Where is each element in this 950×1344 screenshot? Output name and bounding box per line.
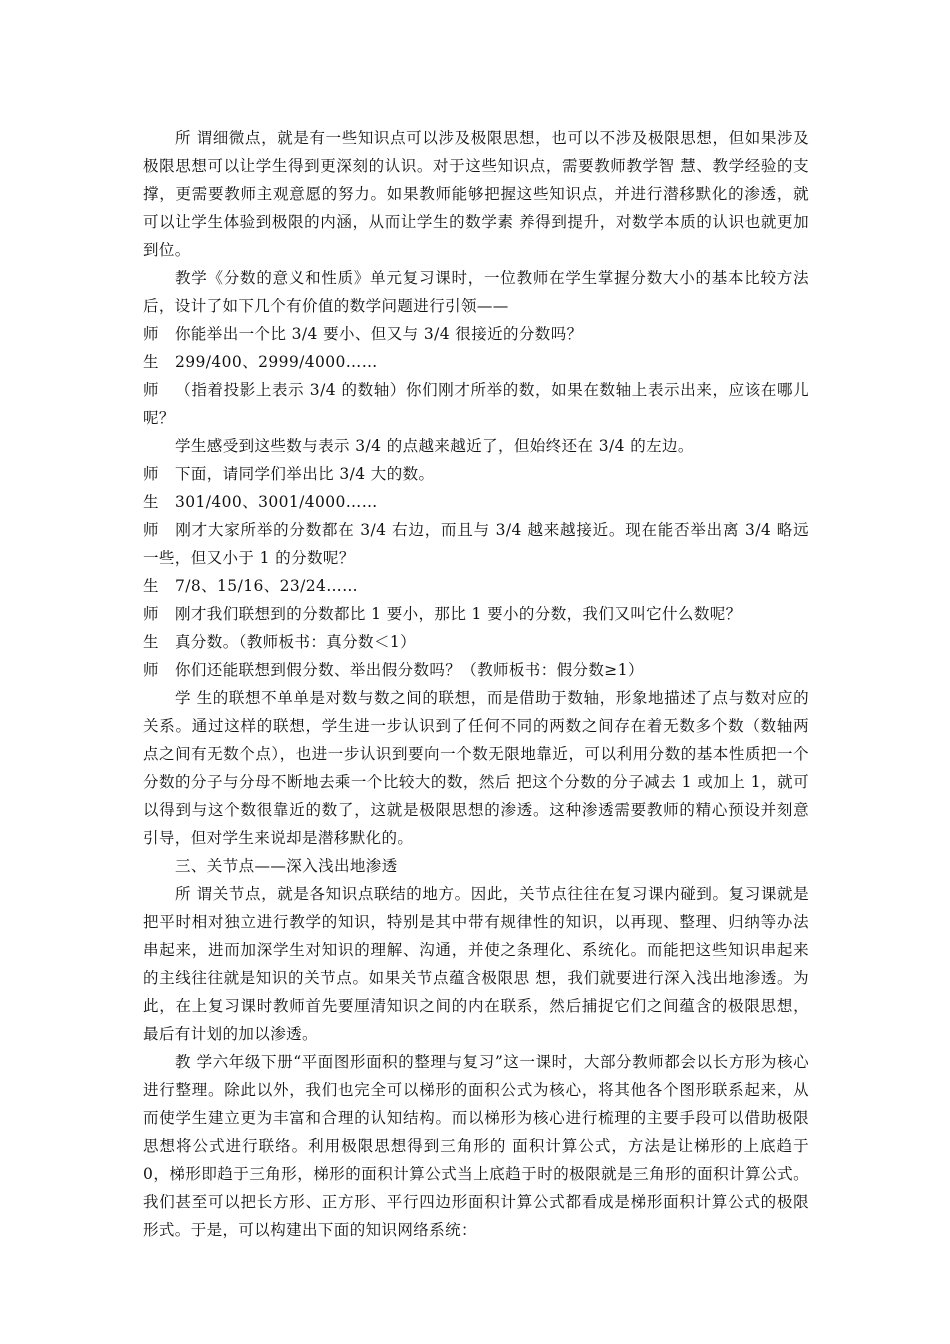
- speaker-label: 生: [143, 493, 159, 511]
- dialog-text: 刚才我们联想到的分数都比 1 要小，那比 1 要小的分数，我们又叫它什么数呢？: [175, 605, 742, 623]
- dialog-line: [143, 628, 809, 656]
- dialog-line: [143, 600, 809, 628]
- speaker-label: 生: [143, 577, 159, 595]
- speaker-label: 师: [143, 605, 159, 623]
- dialog-line: [143, 376, 809, 432]
- speaker-label: 生: [143, 353, 159, 371]
- dialog-text: 你们还能联想到假分数、举出假分数吗？（教师板书：假分数≥1）: [175, 661, 644, 679]
- dialog-text: 下面，请同学们举出比 3/4 大的数。: [175, 465, 435, 483]
- speaker-label: 师: [143, 465, 159, 483]
- speaker-label: 师: [143, 381, 159, 399]
- speaker-label: 师: [143, 661, 159, 679]
- dialog-text: 299/400、2999/4000……: [175, 353, 378, 371]
- dialog-line: [143, 656, 809, 684]
- dialog-text: 301/400、3001/4000……: [175, 493, 378, 511]
- paragraph: 所 谓细微点，就是有一些知识点可以涉及极限思想，也可以不涉及极限思想，但如果涉及极限思想可以让学生得到更深刻的认识。对于这些知识点，需要教师教学智 慧、教学经验的支撑，更需要教师主观意愿的努力。如果教师能够把握这些知识点，并进行潜移默化的渗透，就可以让学生体验到极限的内涵，从而让学生的数学素 养得到提升，对数学本质的认识也就更加到位。: [143, 129, 809, 259]
- dialog-line: [143, 348, 809, 376]
- dialog-line: [143, 516, 809, 572]
- dialog-text: 7/8、15/16、23/24……: [175, 577, 359, 595]
- dialog-text: 刚才大家所举的分数都在 3/4 右边，而且与 3/4 越来越接近。现在能否举出离 3/4 略远一些，但又小于 1 的分数呢？: [143, 521, 809, 567]
- dialog-line: [143, 460, 809, 488]
- dialog-text: 你能举出一个比 3/4 要小、但又与 3/4 很接近的分数吗？: [175, 325, 583, 343]
- paragraph: 学生感受到这些数与表示 3/4 的点越来越近了，但始终还在 3/4 的左边。: [175, 437, 694, 455]
- speaker-label: 师: [143, 325, 159, 343]
- speaker-label: 生: [143, 633, 159, 651]
- paragraph: 学 生的联想不单单是对数与数之间的联想，而是借助于数轴，形象地描述了点与数对应的关系。通过这样的联想，学生进一步认识到了任何不同的两数之间存在着无数多个数（数轴两点之间有无数个点），也进一步认识到要向一个数无限地靠近，可以利用分数的基本性质把一个分数的分子与分母不断地去乘一个比较大的数，然后 把这个分数的分子减去 1 或加上 1，就可以得到与这个数很靠近的数了，这就是极限思想的渗透。这种渗透需要教师的精心预设并刻意引导，但对学生来说却是潜移默化的。: [143, 689, 809, 847]
- paragraph: 教学《分数的意义和性质》单元复习课时，一位教师在学生掌握分数大小的基本比较方法后，设计了如下几个有价值的数学问题进行引领——: [143, 269, 809, 315]
- dialog-text: （指着投影上表示 3/4 的数轴）你们刚才所举的数，如果在数轴上表示出来，应该在哪儿呢？: [143, 381, 809, 427]
- section-heading: 三、关节点——深入浅出地渗透: [175, 857, 398, 875]
- dialog-line: [143, 488, 809, 516]
- document-page: [143, 124, 809, 1244]
- dialog-line: [143, 320, 809, 348]
- dialog-text: 真分数。（教师板书：真分数＜1）: [175, 633, 417, 651]
- paragraph: 教 学六年级下册“平面图形面积的整理与复习”这一课时，大部分教师都会以长方形为核心进行整理。除此以外，我们也完全可以梯形的面积公式为核心，将其他各个图形联系起来，从而使学生建立更为丰富和合理的认知结构。而以梯形为核心进行梳理的主要手段可以借助极限思想将公式进行联络。利用极限思想得到三角形的 面积计算公式，方法是让梯形的上底趋于 0，梯形即趋于三角形，梯形的面积计算公式当上底趋于时的极限就是三角形的面积计算公式。我们甚至可以把长方形、正方形、平行四边形面积计算公式都看成是梯形面积计算公式的极限形式。于是，可以构建出下面的知识网络系统：: [143, 1053, 809, 1239]
- speaker-label: 师: [143, 521, 159, 539]
- paragraph: 所 谓关节点，就是各知识点联结的地方。因此，关节点往往在复习课内碰到。复习课就是把平时相对独立进行教学的知识，特别是其中带有规律性的知识，以再现、整理、归纳等办法串起来，进而加深学生对知识的理解、沟通，并使之条理化、系统化。而能把这些知识串起来的主线往往就是知识的关节点。如果关节点蕴含极限思 想，我们就要进行深入浅出地渗透。为此，在上复习课时教师首先要厘清知识之间的内在联系，然后捕捉它们之间蕴含的极限思想，最后有计划的加以渗透。: [143, 885, 809, 1043]
- dialog-line: [143, 572, 809, 600]
